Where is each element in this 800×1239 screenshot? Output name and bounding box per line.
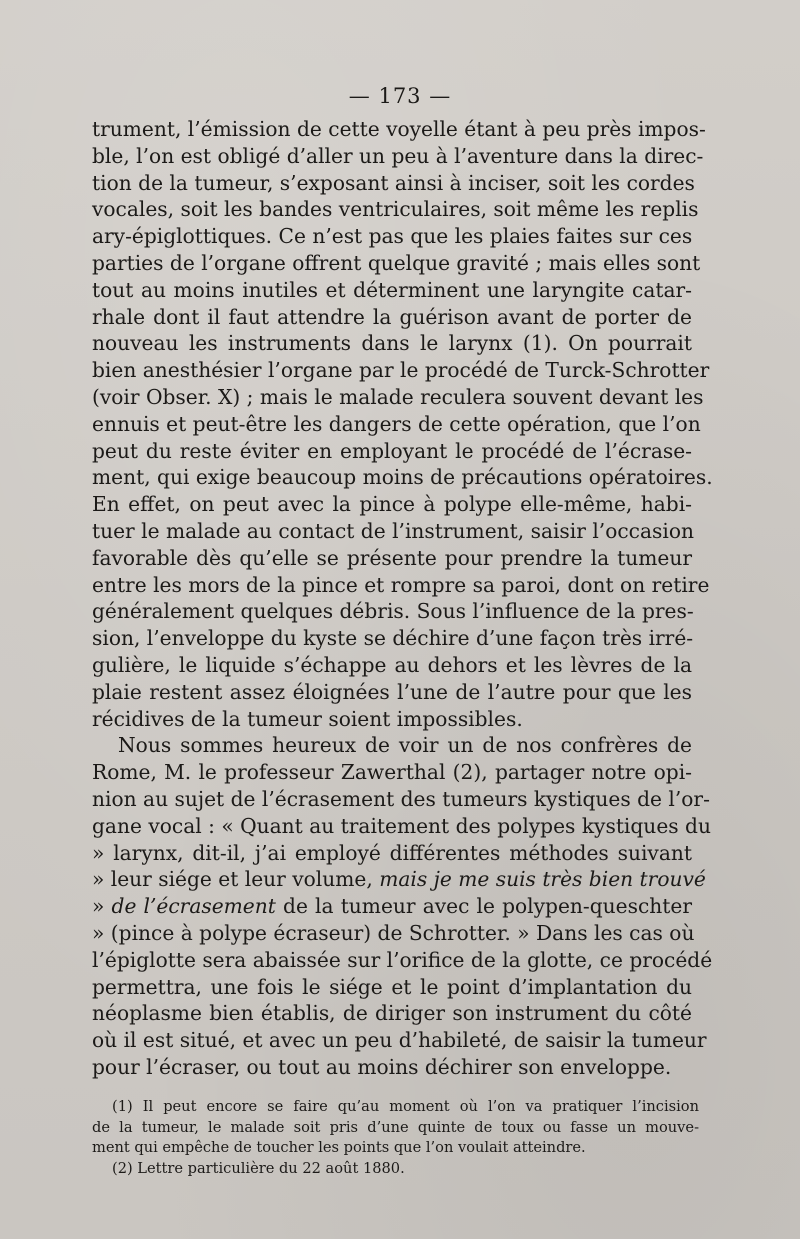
text-line: récidives de la tumeur soient impossibles. [92,706,523,731]
text-line: où il est situé, et avec un peu d’habileté, de saisir la tumeur [92,1028,707,1053]
text-line: » (pince à polype écraseur) de Schrotter. » Dans les cas où [92,920,695,945]
text-line: ment, qui exige beaucoup moins de précautions opératoires. [92,465,713,490]
paragraph-1 [92,116,713,732]
text-line: tout au moins inutiles et déterminent une laryngite catar- [92,277,692,302]
text-line: peut du reste éviter en employant le procédé de l’écrase- [92,438,692,463]
text-line: ennuis et peut-être les dangers de cette opération, que l’on [92,411,701,436]
text-line: l’épiglotte sera abaissée sur l’orifice de la glotte, ce procédé [92,947,713,972]
text-line: généralement quelques débris. Sous l’influence de la pres- [92,599,694,624]
text-line: favorable dès qu’elle se présente pour prendre la tumeur [92,545,692,570]
text-line: ble, l’on est obligé d’aller un peu à l’aventure dans la direc- [92,143,704,168]
text-line [92,866,706,893]
text-line [92,893,692,920]
footnote-1-line: ment qui empêche de toucher les points que l’on voulait atteindre. [92,1139,586,1156]
text-line: En effet, on peut avec la pince à polype elle-même, habi- [92,492,692,517]
text-line: bien anesthésier l’organe par le procédé de Turck-Schrotter [92,358,710,383]
text-line: permettra, une fois le siége et le point d’implantation du [92,974,692,999]
footnote-1-line: de la tumeur, le malade soit pris d’une quinte de toux ou fasse un mouve- [92,1118,699,1136]
quote-mark: » [92,894,112,919]
page-number: — 173 — [348,84,452,108]
text-line: nouveau les instruments dans le larynx (1). On pourrait [92,331,692,356]
text-line: pour l’écraser, ou tout au moins déchirer son enveloppe. [92,1054,672,1079]
text-line: tuer le malade au contact de l’instrument, saisir l’occasion [92,518,694,543]
text-line: » larynx, dit-il, j’ai employé différentes méthodes suivant [92,840,692,865]
footnote-2: (2) Lettre particulière du 22 août 1880. [112,1159,405,1177]
italic-emphasis: de l’écrasement [111,894,276,919]
body-text [92,116,713,1081]
footnotes [92,1097,699,1179]
text-line: entre les mors de la pince et rompre sa paroi, dont on retire [92,572,710,597]
text-line: Rome, M. le professeur Zawerthal (2), partager notre opi- [92,760,692,785]
paragraph-2 [92,732,713,1080]
italic-emphasis: mais je me suis très bien trouvé [379,867,706,892]
quote-text: de la tumeur avec le polypen-queschter [275,894,692,919]
text-line: plaie restent assez éloignées l’une de l’autre pour que les [92,679,692,704]
text-line: néoplasme bien établis, de diriger son instrument du côté [92,1001,692,1026]
text-line: trument, l’émission de cette voyelle étant à peu près impos- [92,117,706,141]
text-line: vocales, soit les bandes ventriculaires, soit même les replis [92,197,699,222]
text-line: tion de la tumeur, s’exposant ainsi à inciser, soit les cordes [92,170,695,195]
text-line: sion, l’enveloppe du kyste se déchire d’une façon très irré- [92,626,694,651]
text-line: parties de l’organe offrent quelque gravité ; mais elles sont [92,250,701,275]
text-line: Nous sommes heureux de voir un de nos confrères de [118,733,692,758]
text-line: gane vocal : « Quant au traitement des polypes kystiques du [92,813,711,838]
text-line: gulière, le liquide s’échappe au dehors et les lèvres de la [92,652,692,677]
quote-text: » leur siége et leur volume, [92,867,380,892]
text-line: (voir Obser. X) ; mais le malade reculera souvent devant les [92,384,704,409]
text-line: rhale dont il faut attendre la guérison avant de porter de [92,304,692,329]
footnote-1-line: (1) Il peut encore se faire qu’au moment où l’on va pratiquer l’incision [112,1098,699,1115]
text-line: nion au sujet de l’écrasement des tumeurs kystiques de l’or- [92,786,710,811]
text-line: ary-épiglottiques. Ce n’est pas que les plaies faites sur ces [92,224,693,249]
